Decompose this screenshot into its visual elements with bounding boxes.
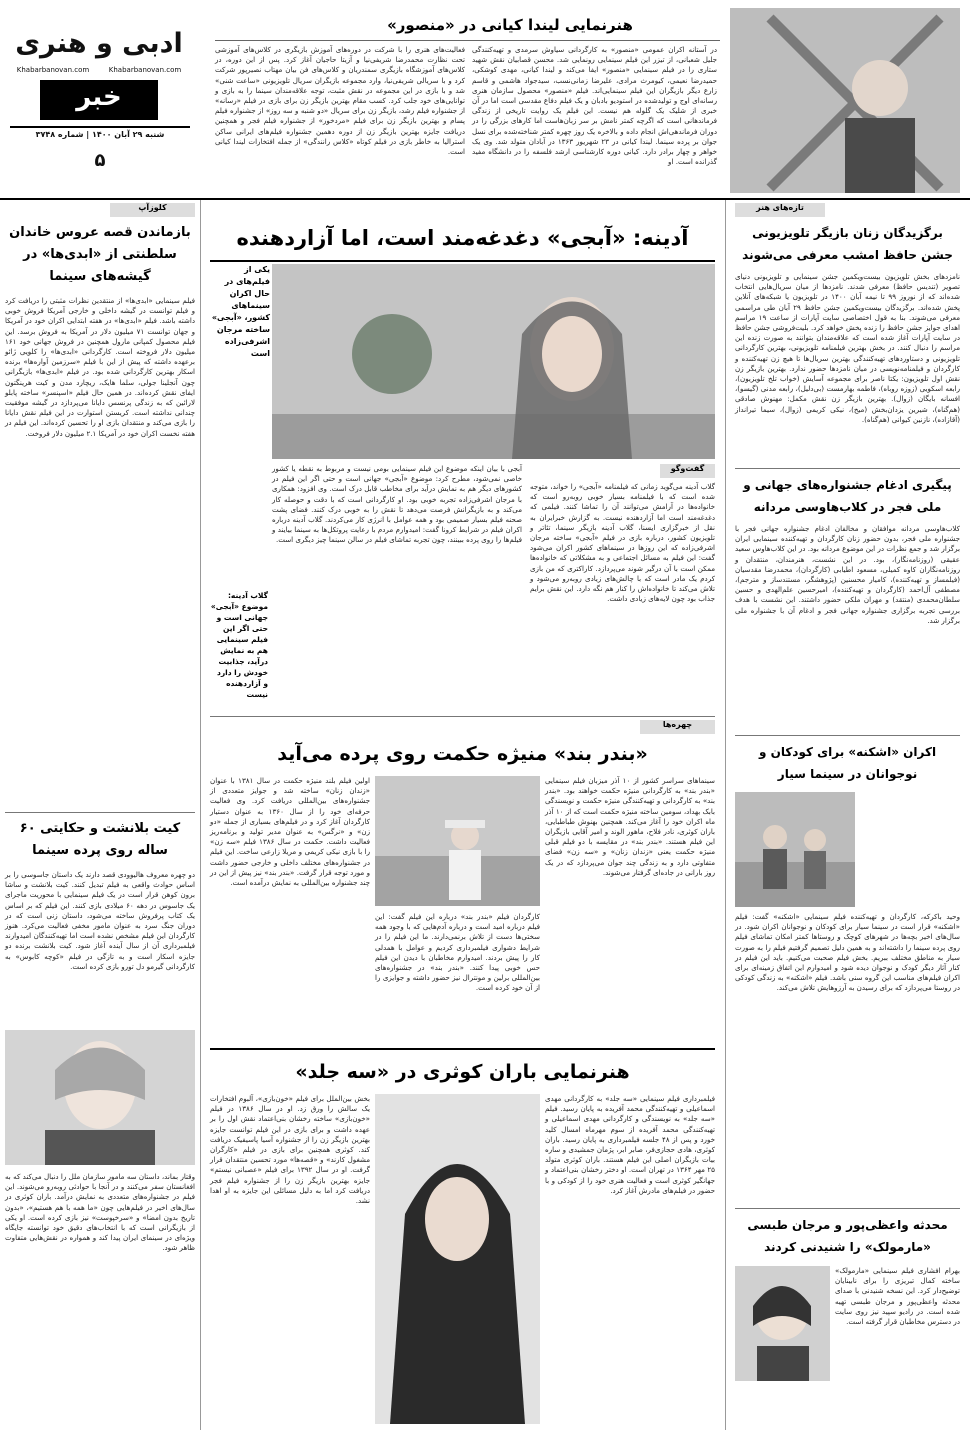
left-article1-title: بازماندن قصه عروس خاندان سلطنتی از «ابدی‌ها» در گیشه‌های سینما — [9, 225, 191, 284]
children-photo-placeholder-icon — [735, 792, 855, 907]
left-article1-body: فیلم سینمایی «ابدی‌ها» از منتقدین نظرات مثبتی را دریافت کرد و فیلم توانست در گیشه داخلی و خارجی آمریکا فروش خوبی داشته باشد. فیلم «ابدی‌ها» در هفته ابتدایی اکران خود در آمریکا و جهان توانست ۷۱ میلیون دلار در آمریکا به فروش برسد. این فیلم محصول کمپانی مارول همچنین در فروش جهانی خود ۱۶۱ میلیون دلار فروخته است. کارگردانی «ابدی‌ها» را کلویی ژائو برعهده داشته که پیش از این با فیلم «سرزمین آواره‌ها» برنده اسکار بهترین کارگردانی شده بود. در فیلم «ابدی‌ها» بازیگرانی چون آنجلینا جولی، سلما هایک، ریچارد مدن و کیت هرینگتون ایفای نقش کرده‌اند. در همین حال فیلم «اسپنسر» ساخته پابلو لارائین که به زندگی پرنسس دایانا می‌پردازد در گیشه موفقیت چندانی نداشته است. کریستن استوارت در این فیلم نقش دایانا را بازی می‌کند و منتقدان بازی او را تحسین کرده‌اند. این فیلم در هفته نخست اکران خود در آمریکا ۲.۱ میلیون دلار فروخت. — [5, 296, 195, 438]
right-article1-body: نامزدهای بخش تلویزیون بیست‌ویکمین جشن سینمایی و تلویزیونی دنیای تصویر (تندیس حافظ) معرفی شدند. نامزدها از میان سریال‌هایی انتخاب شده‌اند که از نوروز ۹۹ تا نیمه آبان ۱۴۰۰ در تلویزیون یا شبکه‌های آنلاین پخش شده‌اند. برگزیدگان بیست‌ویکمین جشن حافظ ۲۹ آبان طی مراسمی معرفی می‌شوند. بنا به قول اختصاصی سایت آپارات از ساعت ۱۹ مراسم اهدای جوایز جشن حافظ را زنده پخش خواهد کرد. بلیت‌فروشی جشن حافظ در سایت آپارات آغاز شده است که علاقه‌مندان بتوانند به صورت زنده این مراسم را دنبال کنند. در بخش بهترین فیلمنامه تلویزیونی، بهترین کارگردانی تلویزیونی و دستاوردهای تهیه‌کنندگی بهترین سریال‌ها تا هیچ زن تهیه‌کننده و کارگردان و فیلمنامه‌نویسی در میان نامزدها حضور ندارد. بهترین بازیگر زن نقش اول تلویزیون: یکتا ناصر برای مجموعه آسایش (خواب تلخ تلویزیون)، رابعه اسکویی (زوزه روباه)، فاطمه بهارمست (بی‌دلیل)، رابعه مدنی (گیسو)، افسانه بایگان (زوال). بهترین بازیگر زن نقش مکمل: مهنوش صادقی (هم‌گناه)، شیرین یزدان‌بخش (میخ)، نیکی کریمی (زوال)، سیما تیرانداز (آقازاده)، نازنین کیوانی (هم‌گناه). — [735, 272, 961, 424]
bottom-article-col2: بخش بین‌الملل برای فیلم «خون‌بازی»، آلبوم افتخارات یک سالش را ورق زد. او در سال ۱۳۸۶ در فیلم «خون‌بازی» ساخته رخشان بنی‌اعتماد نقش اول را بر عهده داشت و برای بازی در این فیلم توانست جایزه بهترین بازیگر زن را از جشنواره آسیا پاسیفیک دریافت کند. کوثری همچنین برای بازی در فیلم «کارگران مشغول کارند» و «قصه‌ها» مورد تحسین منتقدان قرار گرفت. او در سال ۱۳۹۲ برای فیلم «عصبانی نیستم» جایزه بهترین بازیگر زن را از جشنواره فیلم فجر دریافت کرد اما به دلیل مسائلی این جایزه به او اهدا نشد. — [210, 1094, 370, 1206]
page-number: ۵ — [94, 150, 106, 171]
right-article3-body: وحید باکرکه، کارگردان و تهیه‌کننده فیلم سینمایی «اشکنه» گفت: فیلم «اشکنه» قرار است در سینما سیار برای کودکان و نوجوانان اکران شود. در سال‌های اخیر بچه‌ها در شهرهای کوچک و روستاها کمتر امکان تماشای فیلم روی پرده سینما را داشته‌اند و به همین دلیل تصمیم گرفتیم فیلم را به صورت سیار به مناطق مختلف ببریم. بخش فیلم صحبت می‌کنیم. باید این فیلم در کنار آثار دیگر کودک و نوجوان دیده شود و امیدوارم این اتفاق زمینه‌ای برای اکران فیلم‌های مناسب این گروه سنی باشد. فیلم «اشکنه» به زندگی کودکی در روستا می‌پردازد که برای رسیدن به آرزوهایش تلاش می‌کند. — [735, 912, 960, 993]
top-article-title: هنرنمایی لیندا کیانی در «منصور» — [387, 16, 633, 34]
left-section-label: کلوزآپ — [110, 203, 195, 217]
main-photo-caption: یکی از فیلم‌های در حال اکران سینماهای کشور، «آبجی» ساخته مرجان اشرفی‌زاده است — [211, 265, 270, 358]
film-still-placeholder-icon — [375, 776, 540, 906]
top-article-col2: فعالیت‌های هنری را با شرکت در دوره‌های آموزش بازیگری در کلاس‌های آموزشی تحت نظارت محمدرضا شریفی‌نیا و آزیتا حاجیان آغاز کرد. پس از این دوره، در کلاس‌های آموزشگاه بازیگری سمندریان و کلاس‌های فن بیان مهتاب نصیرپور شرکت کرد و با سریالی شریفی‌نیا، وارد مجموعه بازیگران سریال تلویزیونی «ساعت شنی» شد و با بازی در این مجموعه در نقش مثبت، توجه علاقه‌مندان سینما را به بازی و توانایی‌های خود جلب کرد. کسب مقام بهترین بازیگر زن برای بازی در فیلم «رسانه» از جشنواره فیلم رشد، بازیگر زن برای سریال «دو شنبه و سه روز» از جشنواره فیلم پسام و بهترین بازیگر زن برای فیلم «مردخور» از جشنواره فیلم فجر و همچنین دریافت جایزه بهترین بازیگر زن از دوره دهمین جشنواره فیلم‌های ایرانی ساکن استرالیا به خاطر بازی در فیلم کوتاه «کلاس رانندگی» از جمله افتخارات لیندا کیانی است. — [215, 45, 465, 157]
portrait-placeholder-icon — [730, 8, 960, 193]
eshkaneh-photo — [735, 792, 855, 907]
bottom-article-col1: فیلمبرداری فیلم سینمایی «سه جلد» به کارگردانی مهدی اسماعیلی و تهیه‌کنندگی محمد آفریده به پایان رسید. فیلم «سه جلد» به نویسندگی و کارگردانی مهدی اسماعیلی و تهیه‌کنندگی محمد آفریده از سوم مهرماه امسال کلید خورد و پس از ۴۸ جلسه فیلمبرداری به پایان رسید. باران کوثری، هادی حجازی‌فر، صابر ابر، پژمان جمشیدی و ساره بیات بازیگران اصلی این فیلم هستند. باران کوثری متولد ۲۵ مهر ۱۳۶۴ در تهران است. او دختر رخشان بنی‌اعتماد و جهانگیر کوثری است و فعالیت هنری خود را از کودکی و با حضور در فیلم‌های مادرش آغاز کرد. — [545, 1094, 715, 1195]
issue-date: شنبه ۲۹ آبان ۱۴۰۰ | شماره ۳۷۴۸ — [35, 130, 165, 139]
masthead — [0, 0, 198, 195]
left-article3-body: وقتار بماند، داستان سه مامور سازمان ملل را دنبال می‌کند که به افغانستان سفر می‌کنند و در آنجا با حوادثی روبه‌رو می‌شوند. این فیلم در جشنواره‌های متعددی به نمایش درآمد. باران کوثری در سال‌های اخیر در فیلم‌هایی چون «ما همه با هم هستیم»، «بدون تاریخ بدون امضا» و «سرخپوست» نیز بازی کرده است. او یکی از بازیگرانی است که با انتخاب‌های دقیق خود توانسته جایگاه ویژه‌ای در سینمای ایران پیدا کند و همواره در نقش‌هایی متفاوت ظاهر شود. — [5, 1172, 195, 1253]
site-url-1: Khabarbanovan.com — [16, 66, 90, 74]
vaezipour-photo — [735, 1266, 830, 1381]
middle-article-title: «بندر بند» منیژه حکمت روی پرده می‌آید — [277, 743, 648, 765]
right-article4-body: بهرام افشاری فیلم سینمایی «مارمولک» ساخته کمال تبریزی را برای نابینایان توضیح‌دار کرد. این نسخه شنیدنی با صدای محدثه واعظی‌پور و مرجان طبسی تهیه شده است. در رادیو سپید نیز روی سایت در دسترس مخاطبان قرار گرفته است. — [835, 1266, 960, 1327]
right-article2-body: کلاب‌هاوسی مردانه موافقان و مخالفان ادغام جشنواره جهانی فجر با جشنواره ملی فجر، بدون حضور زنان کارگردان و تهیه‌کننده سینمایی ایران برگزار شد و جمع نظرات در این موضوع مردانه بود. در این کلاب‌هاوس سعید عقیقی (روزنامه‌نگار)، بود. در این نشست، هنرمندان، منتقدان و روزنامه‌نگاران کاوه کمیلی، مسعود اطیابی (کارگردان)، محمدرضا مقدسیان (فیلمساز و تهیه‌کننده)، کامیار محسنین (پژوهشگر، مستندساز و مترجم)، مصطفی آل‌احمد (کارگردان و تهیه‌کننده)، امیرحسین علم‌الهدی و حسین سلطان‌محمدی (منتقد) و مهران ملکی حضور داشتند. این نشست با هدف بررسی تجربه برگزاری جشنواره جهانی فجر و ادغام آن با جشنواره ملی برگزار شد. — [735, 524, 960, 625]
site-url-2: Khabarbanovan.com — [108, 66, 182, 74]
middle-section-label: چهره‌ها — [640, 720, 715, 734]
left-article2-body: دو چهره معروف هالیوودی قصد دارند یک داستان جاسوسی را بر اساس حوادث واقعی به فیلم تبدیل کنند. کیت بلانشت و ساشا برون کوهن قرار است در یک فیلم سینمایی با محوریت ماجرای یک جاسوس در دهه ۶۰ میلادی بازی کنند. این فیلم که بر اساس یک کتاب پرفروش ساخته می‌شود، داستان زنی است که در دوران جنگ سرد به عنوان مامور مخفی فعالیت می‌کرد. هنوز کارگردان این فیلم مشخص نشده است اما تهیه‌کنندگان امیدوارند فیلمبرداری آن از سال آینده آغاز شود. کیت بلانشت برنده دو جایزه اسکار است و به تازگی در فیلم «کوچه کابوس» به کارگردانی گیرمو دل تورو بازی کرده است. — [5, 870, 195, 971]
middle-article-col3: کارگردان فیلم «بندر بند» درباره این فیلم گفت: این فیلم درباره امید است و درباره آدم‌هایی که با وجود همه سختی‌ها دست از تلاش برنمی‌دارند. ما این فیلم را در شرایط دشواری فیلمبرداری کردیم و عوامل با همدلی کار را پیش بردند. امیدوارم مخاطبان با دیدن این فیلم حس خوبی پیدا کنند. «بندر بند» در جشنواره‌های بین‌المللی برلین و مونترال نیز حضور داشته و جوایزی را از آن خود کرده است. — [375, 912, 540, 993]
left-article2-title: کیت بلانشت و حکایتی ۶۰ ساله روی پرده سینما — [19, 821, 181, 858]
portrait-placeholder-icon — [735, 1266, 830, 1381]
right-article1-title: برگزیدگان زنان بازیگر تلویزیونی جشن حافظ امشب معرفی می‌شوند — [742, 226, 953, 262]
cate-blanchett-photo — [5, 1030, 195, 1165]
main-pull-quote: گلاب آدینه: موضوع «آبجی» جهانی است و حتی اگر این فیلم سینمایی هم به نمایش درآید، جذابیت خودش را دارد و آزاردهنده نیست — [210, 591, 268, 699]
film-still-placeholder-icon — [272, 264, 715, 459]
linda-kiani-photo — [730, 8, 960, 193]
bottom-article-title: هنرنمایی باران کوثری در «سه جلد» — [295, 1061, 630, 1083]
newspaper-logo: خبر — [40, 80, 158, 120]
middle-article-col1: سینماهای سراسر کشور از ۱۰ آذر میزبان فیلم سینمایی «بندر بند» به کارگردانی منیژه حکمت خواهند بود. «بندر بند» به کارگردانی و تهیه‌کنندگی منیژه حکمت و نویسندگی بابک بهداد، سومین ساخته منیژه حکمت است که از ۱۰ آذر ماه اکران خود را آغاز می‌کند. همچنین بهنوش طباطبایی، باران کوثری، نادر فلاح، ماهور الوند و امیر آقایی بازیگران این فیلم هستند. «بندر بند» در مقایسه با دو فیلم قبلی منیژه حکمت یعنی «زندان زنان» و «سه زن» فضای متفاوتی دارد و به زندگی چند جوان می‌پردازد که در یک روز بارانی در جاده‌ای گرفتار می‌شوند. — [545, 776, 716, 877]
portrait-placeholder-icon — [5, 1030, 195, 1165]
baran-kowsari-photo — [375, 1094, 540, 1424]
middle-article-col2: اولین فیلم بلند منیژه حکمت در سال ۱۳۸۱ با عنوان «زندان زنان» ساخته شد و جوایز متعددی از جشنواره‌های بین‌المللی دریافت کرد. وی فعالیت حرفه‌ای خود را از سال ۱۳۶۰ به عنوان دستیار کارگردان آغاز کرد و در فیلم‌های بسیاری از جمله «دو زن» و «نرگس» به عنوان مدیر تولید و برنامه‌ریز فعالیت داشت. حکمت در سال ۱۳۸۶ فیلم «سه زن» را با بازی نیکی کریمی و مریلا زارعی ساخت. این فیلم در جشنواره‌های مختلف داخلی و خارجی حضور داشت و مورد توجه قرار گرفت. «بندر بند» نیز پیش از این در چند جشنواره بین‌المللی به نمایش درآمده است. — [210, 776, 370, 888]
golab-adineh-photo — [272, 264, 715, 459]
right-article2-title: پیگیری ادغام جشنواره‌های جهانی و ملی فجر در کلاب‌هاوسی مردانه — [743, 478, 952, 514]
right-article4-title: محدثه واعظی‌پور و مرجان طبسی «مارمولک» را شنیدنی کردند — [747, 1218, 948, 1254]
top-article-col1: در آستانه اکران عمومی «منصور» به کارگردانی سیاوش سرمدی و تهیه‌کنندگی جلیل شعبانی، از تیزر این فیلم سینمایی رونمایی شد. محسن قصابیان نقش شهید ستاری را در فیلم سینمایی «منصور» ایفا می‌کند و لیندا کیانی، مهدی کوشکی، حمیدرضا نعیمی، کیومرث مرادی، علیرضا زمانی‌نسب، سیدجواد هاشمی و قاسم زارع دیگر بازیگران این فیلم سینمایی‌اند. فیلم «منصور» محصول سازمان هنری رسانه‌ای اوج و تولیدشده در استودیو بادبان و یک فیلم دفاع مقدسی است اما در آن خبری از شلیک یک گلوله هم نیست. این فیلم یک روایت تاریخی از زندگی فرماندهانی است که اگرچه کمتر نامش بر سر زبان‌هاست اما کارهای بزرگی را در دوران فرماندهی‌اش انجام داده و بالاخره یک روز چهره کمتر شناخته‌شده برای نسل جوان بر پرده سینما. لیندا کیانی در ۲۳ شهریور ۱۳۶۳ در آبادان متولد شد. وی یک خواهر و چهار برادر دارد. کیانی دوره کارشناسی ارشد فلسفه را در دانشگاه مفید گذرانده است. او — [472, 45, 718, 167]
portrait-placeholder-icon — [375, 1094, 540, 1424]
main-article-col2: آبجی با بیان اینکه موضوع این فیلم سینمایی بومی نیست و مربوط به نقطه یا کشور خاصی نمی‌شود، مطرح کرد: موضوع «آبجی» جهانی است و حتی اگر این فیلم در کشورهای دیگر هم به نمایش درآید برای مخاطب قابل درک است. وی افزود: همکاری با مرجان اشرفی‌زاده تجربه خوبی بود. او کارگردانی است که با دقت و حوصله کار می‌کند و به بازیگرانش فرصت می‌دهد تا نقش را به خوبی درک کنند. فضای پشت صحنه فیلم بسیار صمیمی بود و همه عوامل با انرژی کار می‌کردند. گلاب آدینه درباره اکران فیلم در شرایط کرونا گفت: امیدوارم مردم با رعایت پروتکل‌ها به سینما بیایند و فیلم‌ها را روی پرده ببینند، چون تجربه تماشای فیلم در سالن سینما چیز دیگری است. — [272, 464, 522, 545]
main-article-col1: گلاب آدینه می‌گوید زمانی که فیلمنامه «آبجی» را خواند، متوجه شده است که با فیلمنامه بسیار خوبی روبه‌رو است که خانواده‌ها در آرامش می‌توانند آن را تماشا کنند. فیلمی که دغدغه‌مند است اما آزاردهنده نیست. به گزارش خبرایران به نقل از خبرگزاری ایسنا، گلاب آدینه بازیگر سینما، تئاتر و تلویزیون کشور، درباره بازی در فیلم «آبجی» ساخته مرجان اشرفی‌زاده که این روزها در سینماهای کشور اکران می‌شود گفت: این فیلم به مسائل اجتماعی و به مشکلاتی که خانواده‌ها ممکن است با آن درگیر شوند می‌پردازد. کاراکتری که من بازی کردم یک مادر است که با چالش‌های زیادی روبه‌رو می‌شود و تلاش می‌کند تا خانواده‌اش را کنار هم نگه دارد. این نقش برایم جذاب بود چون لایه‌های زیادی داشت. — [530, 482, 715, 604]
right-article3-title: اکران «اشکنه» برای کودکان و نوجوانان در سینما سیار — [758, 745, 937, 781]
main-article-title: آدینه: «آبجی» دغدغه‌مند است، اما آزاردهنده — [236, 226, 689, 250]
right-section-label: تازه‌های هنر — [735, 203, 825, 217]
bandar-band-photo — [375, 776, 540, 906]
section-title: ادبی و هنری — [15, 28, 183, 59]
main-article-tag: گفت‌وگو — [660, 464, 715, 478]
